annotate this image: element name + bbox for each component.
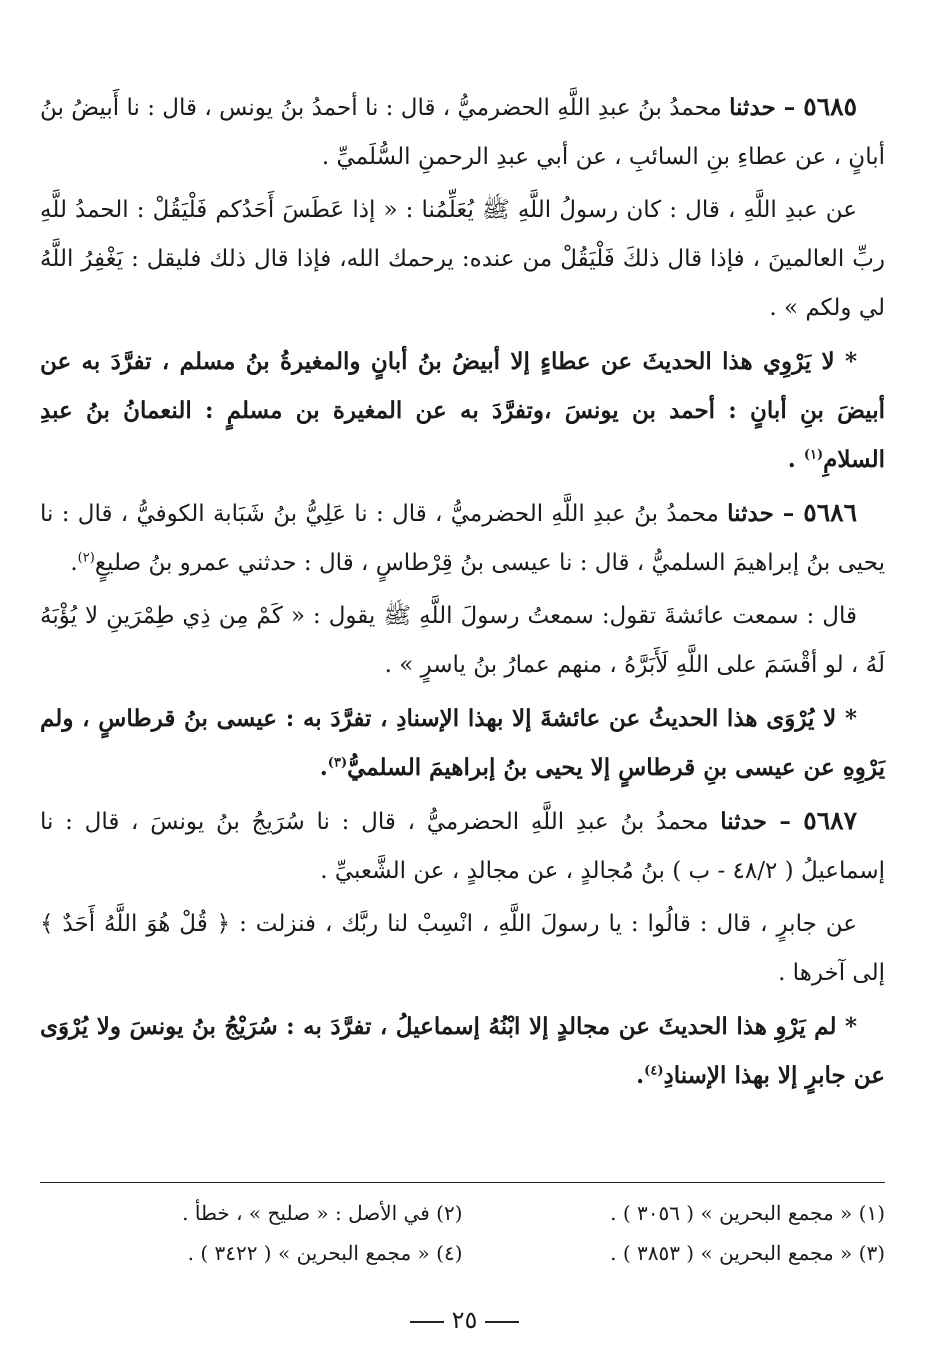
isnad-end: .: [70, 550, 78, 576]
hadith-isnad: ٥٦٨٥ – حدثنا محمدُ بنُ عبدِ اللَّهِ الحضرميُّ ، قال : نا أحمدُ بنُ يونس ، قال : نا أَبيضُ بنُ أبانٍ ، عن عطاءِ بنِ السائبِ ، عن أبي عبدِ الرحمنِ السُّلَميِّ .: [40, 92, 885, 170]
isnad-lead: حدثنا: [720, 808, 767, 835]
page-number-dash: [485, 1321, 519, 1323]
isnad-lead: حدثنا: [729, 94, 776, 121]
footnote-marker: (٤): [644, 1063, 664, 1079]
footnote-row: [40, 1233, 885, 1273]
footnote: (٤) « مجمع البحرين » ( ٣٤٢٢ ) .: [187, 1241, 463, 1265]
comment-text: * لا يُرْوَى هذا الحديثُ عن عائشةَ إلا بهذا الإسنادِ ، تفرَّدَ به : عيسى بنُ قرطاسٍ ، ولم يَرْوِهِ عن عيسى بنِ قرطاسٍ إلا يحيى بنُ إبراهيمَ السلميُّ: [40, 705, 885, 781]
page-number: [0, 1306, 929, 1334]
comment-end: .: [319, 754, 328, 781]
hadith-comment: [40, 694, 885, 792]
isnad-lead: حدثنا: [727, 500, 774, 527]
hadith-isnad: ٥٦٨٦ – حدثنا محمدُ بنُ عبدِ اللَّهِ الحضرميُّ ، قال : نا عَلِيُّ بنُ شَبَابة الكوفيُّ ، قال : نا يحيى بنُ إبراهيمَ السلميُّ ، قال : نا عيسى بنُ قِرْطاسٍ ، قال : حدثني عمرو بنُ صليعٍ$^{(٢)}$.: [40, 498, 885, 576]
page-number-dash: [410, 1321, 444, 1323]
comment-end: .: [787, 446, 804, 473]
page-body: [40, 82, 885, 1100]
footnote-marker: (١): [803, 447, 824, 463]
footnotes: [40, 1182, 885, 1273]
hadith-number: ٥٦٨٧: [803, 806, 858, 835]
hadith-matn: قال : سمعت عائشةَ تقول: سمعتُ رسولَ اللَّهِ ﷺ يقول : « كَمْ مِن ذِي طِمْرَينِ لا يُؤْبَهُ لَهُ ، لو أقْسَمَ على اللَّهِ لَأَبَرَّهُ ، منهم عمارُ بنُ ياسرٍ » .: [40, 603, 885, 678]
hadith-matn: عن جابرٍ ، قال : قالُوا : يا رسولَ اللَّهِ ، انْسِبْ لنا ربَّك ، فنزلت : ﴿ قُلْ هُوَ اللَّهُ أَحَدٌ ﴾ إلى آخرها .: [40, 911, 885, 986]
isnad-text: محمدُ بنُ عبدِ اللَّهِ الحضرميُّ ، قال : نا أحمدُ بنُ يونس ، قال : نا أَبيضُ بنُ أبانٍ ، عن عطاءِ بنِ السائبِ ، عن أبي عبدِ الرحمنِ السُّلَميِّ .: [40, 95, 885, 170]
footnote-marker: (٣): [327, 755, 348, 771]
hadith-number: ٥٦٨٦: [803, 498, 858, 527]
footnote: (١) « مجمع البحرين » ( ٣٠٥٦ ) .: [610, 1201, 885, 1225]
footnote: (٢) في الأصل : « صليح » ، خطأ .: [182, 1201, 463, 1225]
footnote-row: [40, 1193, 885, 1233]
page-number-value: ٢٥: [451, 1306, 478, 1334]
hadith-number: ٥٦٨٥: [803, 92, 857, 121]
hadith-comment: [40, 1002, 885, 1100]
comment-end: .: [636, 1062, 645, 1089]
comment-text: * لم يَرْوِ هذا الحديثَ عن مجالدٍ إلا ابْنُهُ إسماعيلُ ، تفرَّدَ به : سُرَيْجُ بنُ يونسَ ولا يُرْوَى عن جابرٍ إلا بهذا الإسنادِ: [40, 1013, 885, 1089]
hadith-matn: عن عبدِ اللَّهِ ، قال : كان رسولُ اللَّهِ ﷺ يُعَلِّمُنا : « إذا عَطَسَ أَحَدُكم فَلْيَقُلْ : الحمدُ للَّهِ ربِّ العالمينَ ، فإذا قال ذلكَ فَلْيَقُلْ من عنده: يرحمك الله، فإذا قال ذلك فليقل : يَغْفِرُ اللَّهُ لي ولكم » .: [40, 197, 885, 321]
hadith-comment: [40, 337, 885, 484]
isnad-text: محمدُ بنُ عبدِ اللَّهِ الحضرميُّ ، قال : نا عَلِيُّ بنُ شَبَابة الكوفيُّ ، قال : نا يحيى بنُ إبراهيمَ السلميُّ ، قال : نا عيسى بنُ قِرْطاسٍ ، قال : حدثني عمرو بنُ صليعٍ: [40, 501, 885, 576]
footnote-marker: (٢): [77, 550, 95, 566]
comment-text: * لا يَرْوِي هذا الحديثَ عن عطاءٍ إلا أبيضُ بنُ أبانٍ والمغيرةُ بنُ مسلم ، تفرَّدَ به عن أبيضَ بنِ أبانٍ : أحمد بن يونسَ ،وتفرَّدَ به عن المغيرة بن مسلمٍ : النعمانُ بنُ عبدِ السلامِ: [40, 348, 885, 473]
footnote: (٣) « مجمع البحرين » ( ٣٨٥٣ ) .: [610, 1241, 885, 1265]
hadith-isnad: ٥٦٨٧ – حدثنا محمدُ بنُ عبدِ اللَّهِ الحضرميُّ ، قال : نا سُرَيجُ بنُ يونسَ ، قال : نا إسماعيلُ ( ٤٨/٢ - ب ) بنُ مُجالدٍ ، عن مجالدٍ ، عن الشَّعبيِّ .: [40, 806, 885, 884]
isnad-text: محمدُ بنُ عبدِ اللَّهِ الحضرميُّ ، قال : نا سُرَيجُ بنُ يونسَ ، قال : نا إسماعيلُ ( ٤٨/٢ - ب ) بنُ مُجالدٍ ، عن مجالدٍ ، عن الشَّعبيِّ .: [40, 809, 885, 884]
